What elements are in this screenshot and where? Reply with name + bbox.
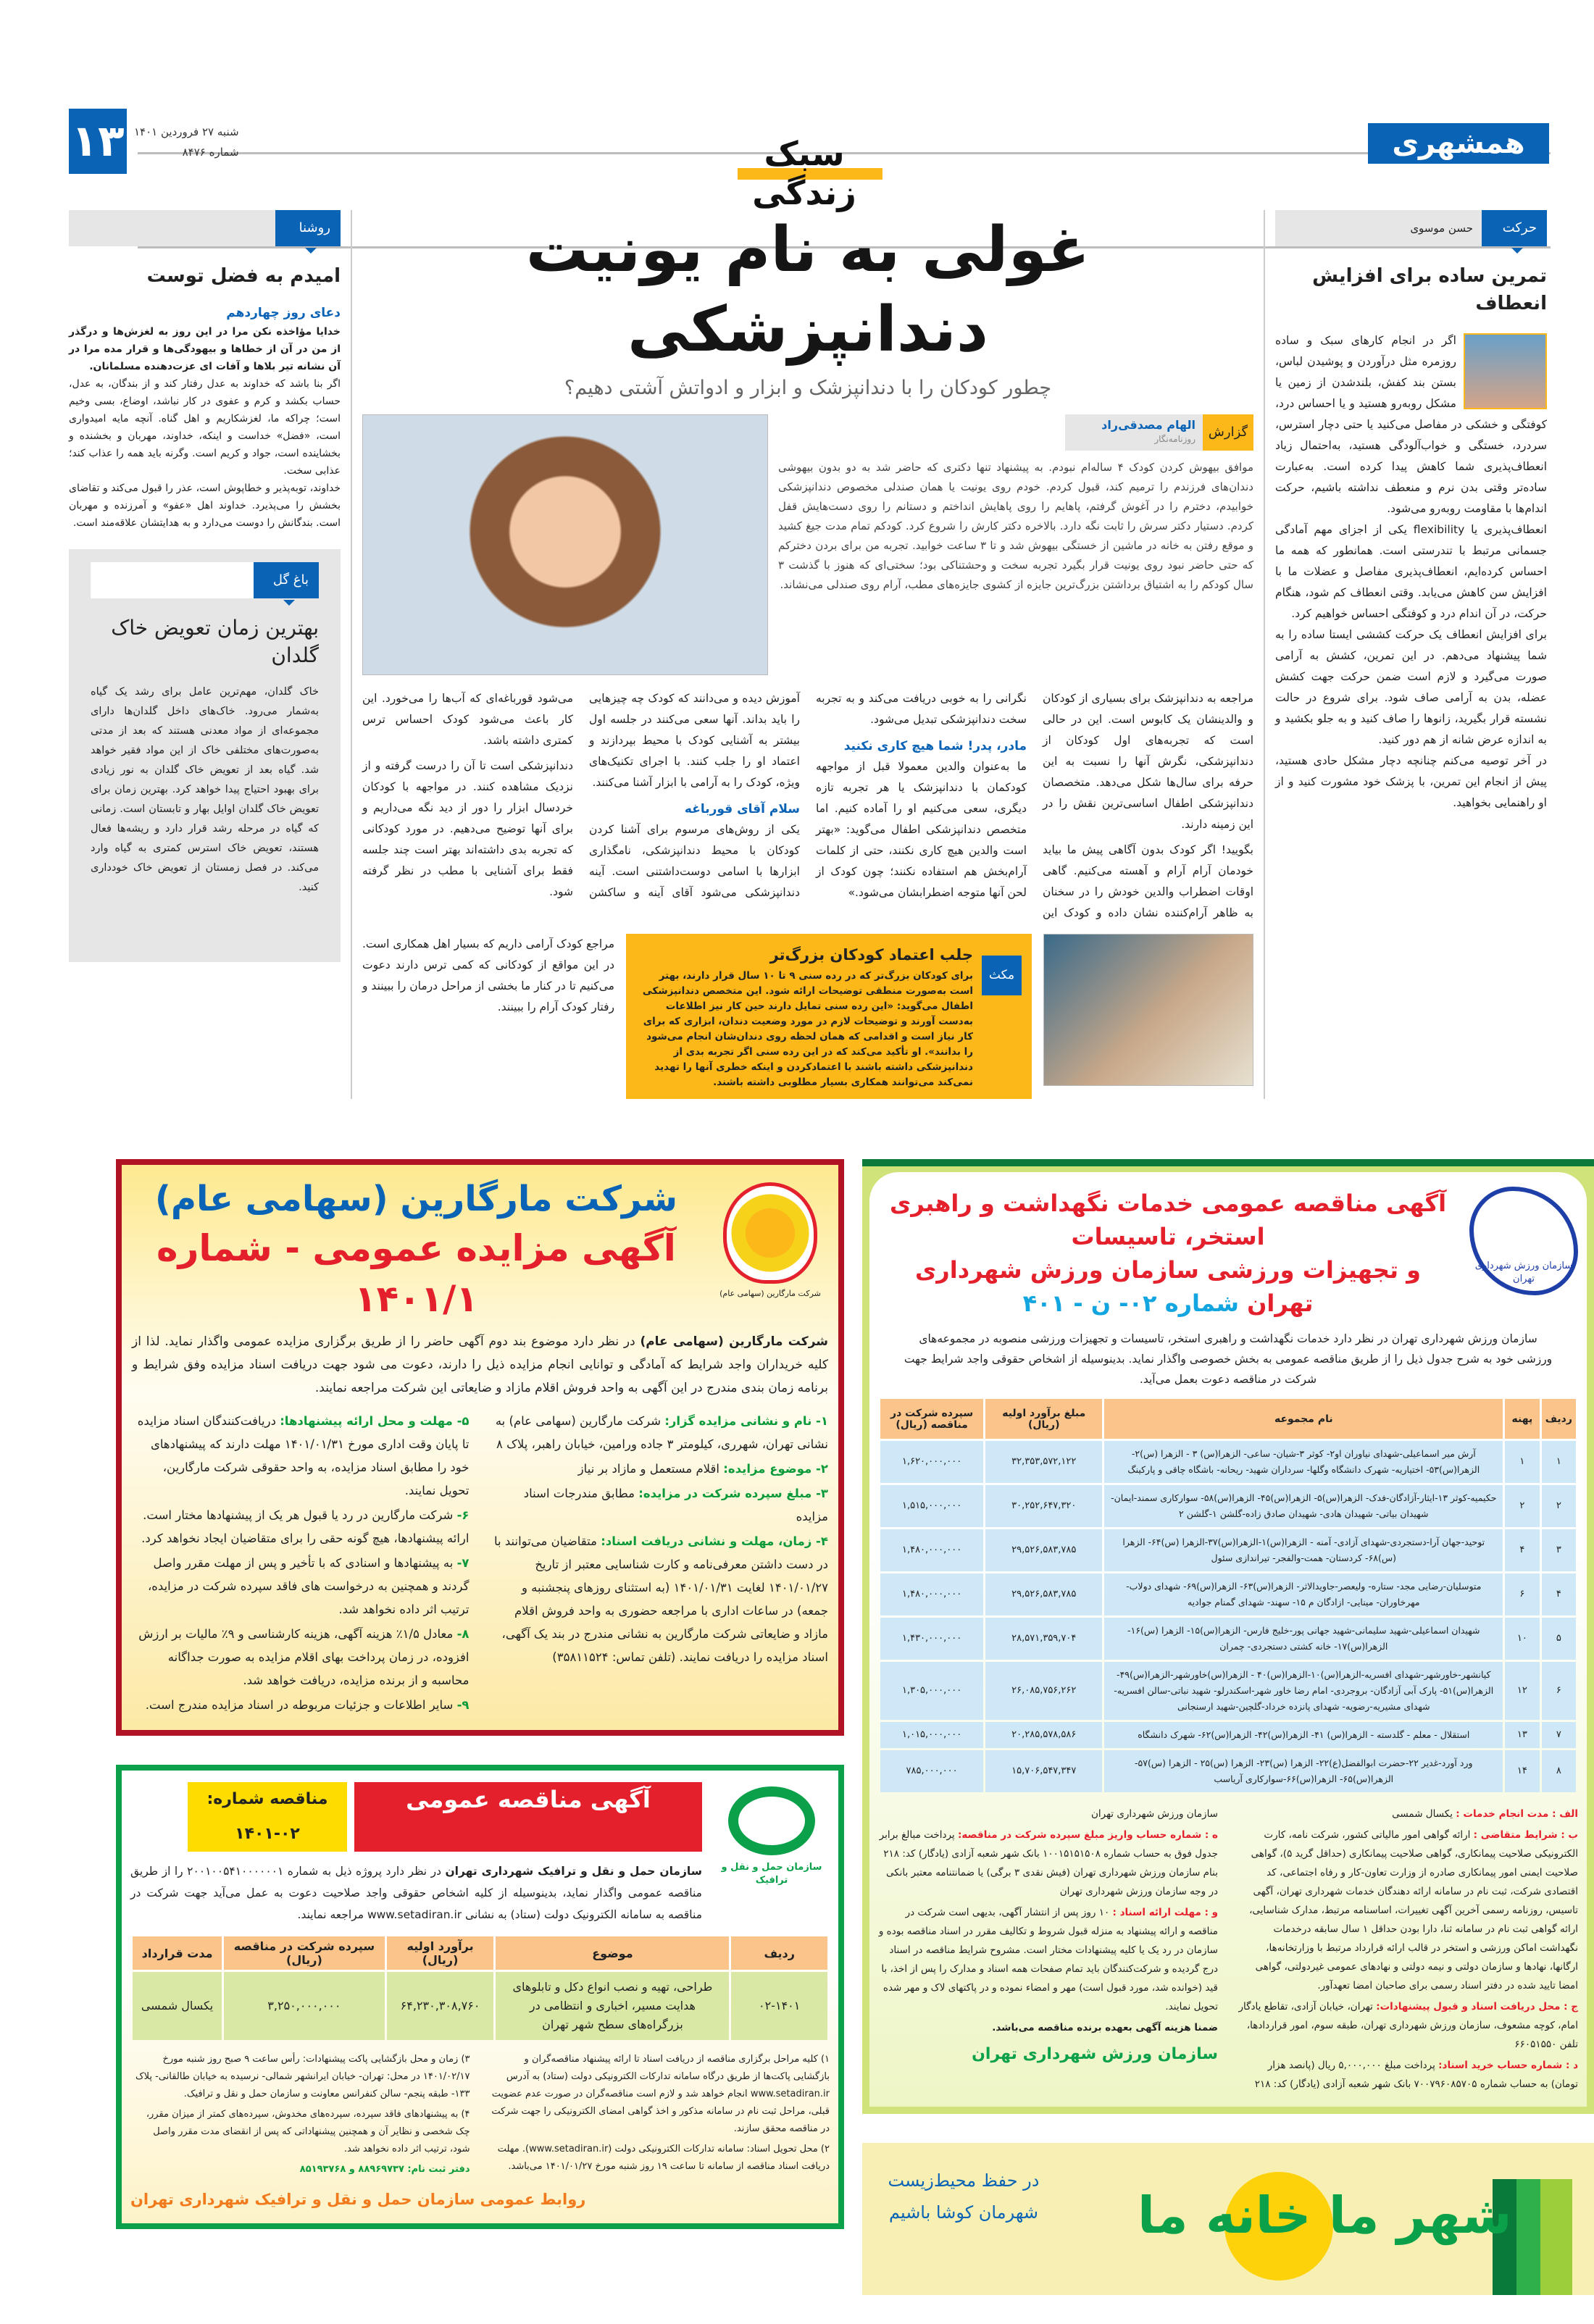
item-text: معادل ۱/۵٪ هزینه آگهی، هزینه کارشناسی و ۹٪ مالیات بر ارزش افزوده، در زمان پرداخت بهای اقلام مزایده به صورت جداگانه محاسبه و از برنده مزایده، دریافت خواهد شد. bbox=[138, 1627, 470, 1687]
tender-table bbox=[878, 1397, 1578, 1794]
item-label: ۷- bbox=[456, 1556, 470, 1570]
garden-headline: بهترین زمان تعویض خاک گلدان bbox=[111, 616, 319, 667]
ad-item bbox=[132, 1623, 470, 1692]
ad-title: آگهی مناقصه عمومی bbox=[354, 1782, 702, 1852]
ad-footer: روابط عمومی سازمان حمل و نقل و ترافیک شهرداری تهران bbox=[130, 2191, 586, 2208]
logo-block bbox=[712, 1175, 828, 1300]
intro-company: شرکت مارگارین (سهامی عام) bbox=[640, 1334, 828, 1349]
margarin-auction-ad bbox=[116, 1159, 844, 1736]
subheading: سلام آقای قورباغه bbox=[684, 802, 800, 816]
cell: ۱,۰۱۵,۰۰۰,۰۰۰ bbox=[880, 1722, 983, 1748]
cell: ۶ bbox=[1505, 1573, 1539, 1615]
sport-org-logo-icon bbox=[1469, 1187, 1578, 1295]
column-paragraph: برای افزایش انعطاف یک حرکت کششی ایستا ساده را به شما پیشنهاد می‌دهم. در این تمرین، کشش به آرامی صورت می‌گیرد و لازم است ضمن حرکت جهت کشش عضله، بدن به آرامی صاف شود. برای شروع در حالت نشسته قرار بگیرید، زانوها را صاف کنید و به جلو بکشید و به اندازه عرض شانه از هم دور کنید. bbox=[1275, 628, 1547, 746]
ads-right-stack bbox=[862, 1159, 1594, 2295]
cell: ۱۰ bbox=[1505, 1618, 1539, 1660]
table-row bbox=[133, 1972, 827, 2040]
column-author: حسن موسوی bbox=[1410, 222, 1473, 235]
column-paragraph: اگر در انجام کارهای سبک و ساده روزمره مثل درآوردن و پوشیدن لباس، بستن بند کفش، بلندشدن از زمین یا مشکل روبه‌رو هستید و یا احساس درد، کوفتگی و خشکی در مفاصل می‌کنید یا حتی دچار استرس، سردرد، خستگی و خواب‌آلودگی هستید، به‌احتمال زیاد انعطاف‌پذیری شما کاهش پیدا کرده است. به‌عبارت ساده‌تر وقتی بدن نرم و منعطف نداشته باشیم، حرکت اندام‌ها با مقاومت روبه‌رو می‌شود. bbox=[1275, 334, 1547, 515]
clause-label: ج : محل دریافت اسناد و قبول پیشنهادات: bbox=[1376, 2001, 1578, 2012]
ad-item bbox=[491, 1530, 829, 1669]
cell: شهیدان اسماعیلی-شهید سلیمانی-شهید جهانی پور-خلیج فارس- الزهرا(س)۱۵- الزهرا (س)۱۶- الزهرا(س)۱۷- خانه کشتی دستجردی- چمران bbox=[1104, 1618, 1503, 1660]
garden-text: خاک گلدان، مهم‌ترین عامل برای رشد یک گیاه به‌شمار می‌رود. خاک‌های داخل گلدان‌ها دارای مجموعه‌ای از مواد معدنی هستند که بعد از مدتی به‌صورت‌های مختلفی خاک از این مواد فقیر خواهد شد. گیاه بعد از تعویض خاک گلدان به نور زیادی برای بهبود احتیاج پیدا خواهد کرد. بهترین زمان برای تعویض خاک گلدان اوایل بهار و تابستان است. زمانی که گیاه در مرحله رشد قرار دارد و ریشه‌ها فعال هستند، تعویض خاک استرس کمتری به گیاه وارد می‌کند. در فصل زمستان از تعویض خاک خودداری کنید. bbox=[91, 686, 319, 893]
prayer-text: خدایا مؤاخذه نکن مرا در این روز به لغزش‌ها و درگذر از من در آن از خطاها و بیهودگی‌ها و قرار مده مرا در آن نشانه تیر بلاها و آفات ای عزت‌دهنده مسلمانان. bbox=[69, 326, 341, 372]
body-paragraph: بگویید! اگر کودک بدون آگاهی پیش ما بیاید خودمان آرام آرام و آهسته می‌کنیم. گاهی اوقات اضطراب والدین خودش را در سخنان به ظاهر آرام‌کننده نشان داده و کودک این نگرانی را به خوبی دریافت می‌کند و به تجربه سخت دندانپزشکی تبدیل می‌شود. bbox=[816, 692, 1253, 919]
garden-box bbox=[69, 549, 341, 962]
ad-header bbox=[130, 1782, 830, 1926]
cell: ۲۶,۰۸۵,۷۵۶,۲۶۲ bbox=[985, 1662, 1102, 1720]
main-headline: غولی به نام یونیت دندانپزشکی bbox=[525, 214, 1090, 366]
header-cell: پهنه bbox=[1505, 1399, 1539, 1439]
note: دفتر ثبت نام: ۸۸۹۶۹۷۳۷ و ۸۵۱۹۳۷۶۸ bbox=[299, 2164, 470, 2175]
table-row bbox=[880, 1750, 1576, 1792]
table-row bbox=[880, 1618, 1576, 1660]
title-line: و تجهیزات ورزشی سازمان ورزش شهرداری تهران bbox=[914, 1256, 1422, 1317]
cell: ۱ bbox=[1505, 1441, 1539, 1483]
header-cell: سپرده شرکت در مناقصه (ریال) bbox=[224, 1936, 385, 1970]
item-text: شرکت مارگارین (سهامی عام) به نشانی تهران، شهرری، کیلومتر ۳ جاده ورامین، خیابان راهبر، پلاک ۸ bbox=[495, 1414, 828, 1451]
logo-caption: شرکت مارگارین (سهامی عام) bbox=[719, 1289, 821, 1298]
column-paragraph: اگر بنا باشد که خداوند به عدل رفتار کند و از بندگان، به عدل، حساب بکشد و کرم و عفوی در کار نباشد، اوضاع، بسی وخیم است؛ چراکه ما، لغزشکاریم و اهل گناه. آنچه مایه امیدواری است، «فضل» خداست و اینکه، خداوند، مهربان و بخشنده و بخشاینده است، جواد و کریم است. وگرنه باید همه را عذاب کند؛ عذابی سخت. bbox=[69, 378, 341, 477]
item-text: متقاضیان می‌توانند با در دست داشتن معرفی‌نامه و کارت شناسایی معتبر از تاریخ ۱۴۰۱/۰۱/۲۷ لغایت ۱۴۰۱/۰۱/۳۱ (به استثنای روزهای پنجشنبه و جمعه) در ساعات اداری با مراجعه حضوری به واحد فروش اقلام مازاد و ضایعاتی شرکت مارگارین به نشانی مندرج در بند یک آگهی، اسناد مزایده را دریافت نمایند. (تلفن تماس: ۳۵۸۱۱۵۲۴) bbox=[493, 1534, 828, 1664]
cell: ۲ bbox=[1505, 1485, 1539, 1527]
clause-label: الف : مدت انجام خدمات : bbox=[1456, 1808, 1578, 1820]
item-text: سایر اطلاعات و جزئیات مربوطه در اسناد مزایده مندرج است. bbox=[145, 1698, 457, 1712]
clause-label: د : شماره حساب خرید اسناد: bbox=[1438, 2060, 1578, 2071]
cell: ۱,۴۸۰,۰۰۰,۰۰۰ bbox=[880, 1529, 983, 1571]
article-body bbox=[362, 688, 1253, 924]
cell: ۱ bbox=[1542, 1441, 1576, 1483]
column-paragraph: خداوند، توبه‌پذیر و خطاپوش است، عذر را قبول می‌کند و تقاضای بخشش را می‌پذیرد. خداوند اهل «عفو» و آمرزنده و مهربان است. بندگانش را دوست می‌دارد و به هدایتشان علاقه‌مند است. bbox=[69, 482, 341, 529]
table-header-row bbox=[133, 1936, 827, 1970]
clause bbox=[1238, 1997, 1578, 2054]
ad-inner bbox=[869, 1172, 1587, 2107]
issue-date: شنبه ۲۷ فروردین ۱۴۰۱ bbox=[134, 125, 239, 138]
column-paragraph: در آخر توصیه می‌کنم چنانچه دچار مشکل حادی هستید، پیش از انجام این تمرین، با پزشک خود مشورت کنید و از او راهنمایی بخواهید. bbox=[1275, 754, 1547, 809]
header-cell: مبلغ برآورد اولیه (ریال) bbox=[985, 1399, 1102, 1439]
ad-item bbox=[132, 1410, 470, 1502]
ad-signature: سازمان ورزش شهرداری تهران bbox=[972, 2045, 1218, 2063]
box-content bbox=[636, 944, 973, 1090]
body-paragraph: مراجعه به دندانپزشک برای بسیاری از کودکان و والدینشان یک کابوس است. این در حالی است که تجربه‌های اول کودکان از دندانپزشکی، نگرش آنها را نسبت به این حرفه برای سال‌ها شکل می‌دهد. متخصصان دندانپزشکی اطفال اساسی‌ترین نقش را در این زمینه دارند. bbox=[1043, 692, 1253, 831]
header-cell: سپرده شرکت در مناقصه (ریال) bbox=[880, 1399, 983, 1439]
cell: ۸ bbox=[1542, 1750, 1576, 1792]
logo-caption: سازمان حمل و نقل و ترافیک bbox=[721, 1862, 822, 1886]
main-subtitle: چطور کودکان را با دندانپزشک و ابزار و ادواتش آشتی دهیم؟ bbox=[564, 377, 1052, 399]
header-cell: ردیف bbox=[731, 1936, 827, 1970]
logo-caption: سازمان ورزش شهرداری تهران bbox=[1474, 1261, 1573, 1284]
transport-tender-ad bbox=[116, 1765, 844, 2229]
clause bbox=[878, 1903, 1218, 2016]
environment-banner bbox=[862, 2143, 1594, 2295]
clause bbox=[1238, 1826, 1578, 1995]
column-headline: امیدم به فضل توست bbox=[146, 265, 341, 287]
item-label: ۲- موضوع مزایده: bbox=[723, 1462, 828, 1476]
ads-left-stack bbox=[116, 1159, 844, 2229]
dateline bbox=[134, 122, 239, 162]
cell: ۲ bbox=[1542, 1485, 1576, 1527]
item-label: ۸- bbox=[456, 1627, 470, 1641]
ad-title bbox=[878, 1187, 1458, 1320]
box-title: جلب اعتماد کودکان بزرگ‌تر bbox=[769, 946, 973, 964]
transport-logo-icon bbox=[728, 1786, 815, 1855]
tender-number: شماره ۰۲- ن - ۴۰۱ bbox=[1022, 1290, 1239, 1317]
cell: ۱۳ bbox=[1505, 1722, 1539, 1748]
cell: ۶۴,۲۳۰,۳۰۸,۷۶۰ bbox=[387, 1972, 494, 2040]
item-text: به پیشنهادها و اسنادی که با تأخیر و پس از مهلت مقرر واصل گردند و همچنین به درخواست های فاقد سپرده شرکت در مزایده، ترتیب اثر داده نخواهد شد. bbox=[147, 1556, 470, 1616]
exercise-column bbox=[1275, 210, 1547, 814]
item-text: اقلام مستعمل و مازاد بر نیاز bbox=[577, 1462, 724, 1476]
cell: ۱,۵۱۵,۰۰۰,۰۰۰ bbox=[880, 1485, 983, 1527]
cell: حکیمیه-کوثر ۱۳-ایثار-آزادگان-فدک- الزهرا(س)۵- الزهرا(س)۴۵- الزهرا(س)۵۸- سوارکاری سمند-ایمان- شهیدان بیاتی- شهیدان هادی- شهیدان صادق زاده-گلشن ۱-گلشن ۲ bbox=[1104, 1485, 1503, 1527]
ad-item bbox=[491, 1410, 829, 1456]
item-label: ۵- مهلت و محل ارائه پیشنهادها: bbox=[280, 1414, 470, 1428]
cell: ۳۰,۲۵۲,۶۴۷,۳۲۰ bbox=[985, 1485, 1102, 1527]
cell: طراحی، تهیه و نصب انواع دکل و تابلوهای هدایت مسیر، اخباری و انتظامی در بزرگراه‌های سطح شهر تهران bbox=[496, 1972, 729, 2040]
cell: ۳,۲۵۰,۰۰۰,۰۰۰ bbox=[224, 1972, 385, 2040]
header-cell: ردیف bbox=[1542, 1399, 1576, 1439]
clause-label: ب : شرایط متقاضی : bbox=[1473, 1829, 1578, 1841]
clause-label: و : مهلت ارائه اسناد : bbox=[1112, 1907, 1218, 1918]
item-text: مطابق مندرجات اسناد مزایده bbox=[523, 1487, 828, 1523]
column-tag: روشنا bbox=[275, 210, 341, 246]
garden-tagbar bbox=[91, 562, 319, 598]
box-text: برای کودکان بزرگ‌تر که در رده سنی ۹ تا ۱۰ سال قرار دارند، بهتر است به‌صورت منطقی توضیحات ارائه شود. این متخصص دندانپزشکی اطفال می‌گوید: «این رده سنی تمایل دارند حین کار نیز اطلاعات به‌دست آورند و توضیحات لازم در مورد وضعیت دندان، ابزاری که برای کار نیاز است و اقدامی که همان لحظه روی دندان‌شان انجام می‌شود را بدانند». او تأکید می‌کند که در این رده سنی اگر تجربه بدی از دندانپزشکی داشته باشند با اعتمادکردن و اینکه خطری آنها را تهدید نمی‌کند می‌توانند همکاری بسیار مطلوبی داشته باشند. bbox=[642, 970, 973, 1088]
ad-item bbox=[491, 1482, 829, 1529]
intro-text: در نظر دارد موضوع بند دوم آگهی حاضر را از طریق برگزاری مزایده عمومی واگذار نماید. لذا از کلیه خریداران واجد شرایط که آمادگی و توانایی انجام مزایده ذیل را دارند، دعوت می شود جهت دریافت اسناد مزایده وفق شرایط و برنامه زمان بندی مندرج در این آگهی به واحد فروش اقلام مازاد و ضایعاتی این شرکت مراجعه نمایند. bbox=[132, 1334, 828, 1395]
issue-number: شماره ۸۴۷۶ bbox=[182, 146, 239, 159]
cell: ۱,۴۸۰,۰۰۰,۰۰۰ bbox=[880, 1573, 983, 1615]
author-name: الهام مصدقی‌راد bbox=[1101, 418, 1196, 432]
cell: ۴ bbox=[1505, 1529, 1539, 1571]
column-tag: حرکت bbox=[1482, 210, 1547, 246]
sidebar-box bbox=[626, 934, 1032, 1099]
prayer-title: دعای روز چهاردهم bbox=[226, 306, 341, 320]
body-paragraph: مراجع کودک آرامی داریم که بسیار اهل همکاری است. در این مواقع از کودکانی که کمی ترس دارند دعوت می‌کنیم تا در کنار ما بخشی از مراحل درمان را ببینند و رفتار کودک آرام را ببینند. bbox=[362, 937, 614, 1013]
ad-head-text bbox=[130, 1782, 702, 1926]
clause-text: پرداخت مبالغ برابر جدول فوق به حساب شماره ۱۰۰۱۵۱۵۱۵۰۸ بانک شهر شعبه آزادی (یادگار) کد: ۲۱۸ بنام سازمان ورزش شهرداری تهران (فیش نقدی ۳ برگی) یا ضمانتنامه معتبر بانکی در وجه سازمان ورزش شهرداری تهران bbox=[879, 1829, 1218, 1897]
table-row bbox=[880, 1441, 1576, 1483]
body-paragraph: دندانپزشکی است تا آن را درست گرفته و از نزدیک مشاهده کنند. در مواجهه با کودکان خردسال ابزار را دور از دید نگه می‌داریم و برای آنها توضیح می‌دهیم. در مورد کودکانی که تجربه بدی داشته‌اند بهتر است چند جلسه فقط برای آشنایی با مطب در نظر گرفته شود. bbox=[362, 759, 573, 898]
ads-section bbox=[116, 1159, 1594, 2295]
prayer-column bbox=[69, 210, 341, 962]
table-row bbox=[880, 1485, 1576, 1527]
note: ۴) به پیشنهادهای فاقد سپرده، سپرده‌های مخدوش، سپرده‌های کمتر از میزان مقرر، چک شخصی و نظایر آن و همچنین پیشنهاداتی که پس از انقضای مدت مقرر واصل شود، ترتیب اثر داده نخواهد شد. bbox=[146, 2109, 470, 2154]
cell: ۲۸,۵۷۱,۳۵۹,۷۰۴ bbox=[985, 1618, 1102, 1660]
garden-tag: باغ گل bbox=[254, 562, 319, 598]
ad-items bbox=[132, 1410, 828, 1717]
page-number: ۱۳ bbox=[69, 109, 127, 174]
ad-intro bbox=[130, 1860, 702, 1926]
ad-titles bbox=[132, 1175, 701, 1324]
cell: ۷ bbox=[1542, 1722, 1576, 1748]
clause-text: پرداخت مبلغ ۵,۰۰۰,۰۰۰ ریال (پانصد هزار تومان) به حساب شماره ۷۰۰۷۹۶۰۸۵۷۰۵ بانک شهر شعبه آزادی (یادگار) کد: ۲۱۸ سازمان ورزش شهرداری تهران bbox=[1090, 1808, 1578, 2090]
newspaper-logo: همشهری bbox=[1368, 123, 1549, 164]
clause-text: ضمنا هزینه آگهی بعهده برنده مناقصه می‌باشد. bbox=[992, 2022, 1218, 2034]
intro-text: در نظر دارد پروژه ذیل به شماره ۲۰۰۱۰۰۵۴۱۰۰۰۰۰۰۱ را از طریق مناقصه عمومی واگذار نماید، بدینوسیله از کلیه اشخاص حقوقی واجد صلاحیت دعوت به عمل می‌آید جهت شرکت در مناقصه به سامانه الکترونیک دولت (ستاد) به نشانی www.setadiran.ir مراجعه نمایند. bbox=[130, 1865, 702, 1921]
cell: ۳۲,۳۵۳,۵۷۲,۱۲۲ bbox=[985, 1441, 1102, 1483]
item-label: ۴- زمان، مهلت و نشانی دریافت اسناد: bbox=[601, 1534, 828, 1548]
table-header-row bbox=[880, 1399, 1576, 1439]
ad-item bbox=[491, 1458, 829, 1481]
table-row bbox=[880, 1722, 1576, 1748]
item-label: ۱- نام و نشانی مزایده گزار: bbox=[664, 1414, 828, 1428]
clause-text: ارائه گواهی امور مالیاتی کشور، شرکت نامه، کارت الکترونیکی صلاحیت پیمانکاری، گواهی صلاحیت پیمانکاری (حداقل گرید ۵)، گواهی صلاحیت ایمنی امور پیمانکاری صادره از وزارت تعاون-کار و رفاه اجتماعی، کد اقتصادی شرکت، ثبت نام در سامانه ارائه دهندگان خدمات شهرداری تهران، آگهی تاسیس، روزنامه رسمی آخرین آگهی تغییرات، اساسنامه مرتبط، مدارک شناسایی، ارائه گواهی ثبت نام در سامانه ثنا، دارا بودن حداقل ۱ سال سابقه درخدمات نگهداشت اماکن ورزشی و استخر در قالب ارائه قرارداد مرتبط با وزارتخانه‌ها، ارگانها، نهادها و سازمان دولتی و نیمه دولتی و نهادهای عمومی غیردولتی، گواهی امضا تایید شده در دفتر اسناد رسمی برای صاحبان امضا تعهدآور. bbox=[1249, 1829, 1578, 1991]
ad-intro bbox=[132, 1330, 828, 1400]
ad-notes bbox=[130, 2051, 830, 2180]
cell: کیانشهر-خاورشهر-شهدای افسریه-الزهرا(س)۱۰-الزهرا(س)۴۰ - الزهرا(س)خاورشهر-الزهرا(س)۴۹-الزهرا(س)۵۱- پارک آبی آزادگان- بروجردی- امام رضا خاور شهر-اسکندرلو- شهید نباتی-سالن افسریه-شهدای مشیریه-رضویه- شهدای پانزده خرداد-گلچین-شهید ارسنجانی bbox=[1104, 1662, 1503, 1720]
body-paragraph: آموزش دیده و می‌دانند که کودک چه چیزهایی را باید بداند. آنها سعی می‌کنند در جلسه اول بیشتر به آشنایی کودک با محیط بپردازند و اعتماد او را جلب کنند. با اجرای تکنیک‌های ویژه، کودک را به آرامی با ابزار آشنا می‌کنند. bbox=[589, 692, 800, 789]
box-label: مکث bbox=[982, 956, 1022, 995]
ad-item bbox=[132, 1504, 470, 1550]
cell: یکسال شمسی bbox=[133, 1972, 222, 2040]
body-paragraph: ما به‌عنوان والدین معمولا قبل از مواجهه کودکمان با دندانپزشک یا هر تجربه تازه دیگری، سعی می‌کنیم او را آماده کنیم. اما متخصص دندانپزشکی اطفال می‌گوید: «بهتر است والدین هیچ کاری نکنند، حتی از کلمات آرام‌بخش هم استفاده نکنند؛ چون کودک از لحن آنها متوجه اضطرابشان می‌شود.» bbox=[816, 760, 1027, 899]
cell: ۷۸۵,۰۰۰,۰۰۰ bbox=[880, 1750, 983, 1792]
column-paragraph: انعطاف‌پذیری یا flexibility یکی از اجزای مهم آمادگی جسمانی مرتبط با تندرستی است. همانطور که همه ما احساس کرده‌ایم، انعطاف‌پذیری مفاصل و عضلات ما با افزایش سن کاهش می‌یابد. وقتی انعطاف کم شود، هنگام حرکت، در آن اندام درد و کوفتگی احساس خواهیم کرد. bbox=[1275, 523, 1547, 620]
ad-title: آگهی مزایده عمومی - شماره ۱۴۰۱/۱ bbox=[157, 1227, 676, 1320]
header-cell: مدت قرارداد bbox=[133, 1936, 222, 1970]
note: ۱) کلیه مراحل برگزاری مناقصه از دریافت اسناد تا ارائه پیشنهاد مناقصه‌گران و بازگشایی پاکت‌ها از طریق درگاه سامانه تدارکات الکترونیکی دولت (ستاد) به آدرس www.setadiran.ir انجام خواهد شد و لازم است مناقصه‌گران در صورت عدم عضویت قبلی، مراحل ثبت نام در سامانه مذکور و اخذ گواهی امضای الکترونیکی را جهت شرکت در مناقصه محقق سازند. bbox=[491, 2054, 830, 2134]
clause bbox=[1238, 1805, 1578, 1823]
header-cell: برآورد اولیه (ریال) bbox=[387, 1936, 494, 1970]
author-photo bbox=[1464, 333, 1547, 409]
author-role: روزنامه‌نگار bbox=[1154, 434, 1196, 444]
banner-slogan: در حفظ محیط‌زیست شهرمان کوشا باشیم bbox=[888, 2170, 1040, 2223]
tender-number: مناقصه شماره: ۰۲-۱۴۰۱ bbox=[188, 1782, 347, 1852]
clause-text: ۱۰ روز پس از انتشار آگهی، بدیهی است شرکت در مناقصه و ارائه پیشنهاد به منزله قبول شروط و تکالیف مقرر در اسناد مناقصه بوده و سازمان در رد یک یا کلیه پیشنهادات مختار است. مشروح شرایط مناقصه در اسناد درج گردیده و شرکت‌کنندگان باید تمام صفحات همه اسناد و مدارک را پس از اخذ، با قید (خوانده شد، مورد قبول است) مهر و امضاء نموده و در پاکتهای لاک و مهر شده تحویل نمایند. bbox=[878, 1907, 1218, 2012]
table-row bbox=[880, 1529, 1576, 1571]
cell: ۱,۳۰۵,۰۰۰,۰۰۰ bbox=[880, 1662, 983, 1720]
ad-header bbox=[878, 1187, 1578, 1320]
header-cell: نام مجموعه bbox=[1104, 1399, 1503, 1439]
cell: توحید-جهان آرا-دستجردی-شهدای آزادی- آمنه - الزهرا(س)۱-الزهرا(س)۳۷-الزهرا (س)۶۴- الزهرا (س)۶۸- کردستان- همت-والفجر- تیراندازی سئول bbox=[1104, 1529, 1503, 1571]
page-content bbox=[69, 210, 1547, 1099]
ad-intro: سازمان ورزش شهرداری تهران در نظر دارد خدمات نگهداشت و راهبری استخر، تاسیسات و تجهیزات ورزشی منصوبه در مجموعه‌های ورزشی خود به شرح جدول ذیل را از طریق مناقصه عمومی به بخش خصوصی واگذار نماید. بدینوسیله از اشخاص حقوقی واجد شرایط جهت شرکت در مناقصه دعوت بعمل می‌آید. bbox=[904, 1332, 1553, 1386]
cell: ۲۹,۵۲۶,۵۸۳,۷۸۵ bbox=[985, 1529, 1102, 1571]
intro-text: موافق بیهوش کردن کودک ۴ ساله‌ام نبودم. به پیشنهاد تنها دکتری که حاضر شد به دو بدون بیهوشی دندان‌های فرزندم را ترمیم کند، قبول کردم. خودم روی یونیت یا همان صندلی مخصوص دندانپزشکی خوابیدم، دخترم را در آغوش گرفتم، پاهایم را روی پاهایش انداختم و دستانم را روی دست‌هایش قفل کردم. دستیار دکتر سرش را ثابت نگه دارد. بالاخره دکتر کارش را شروع کرد. کودکم تمام مدت جیغ کشید و موقع رفتن به خانه در ماشین از خستگی بیهوش شد و تا ۳ ساعت خوابید. تجربه من برای بردن دخترکم که حتی حاضر نبود روی یونیت قرار بگیرد تجربه سخت و وحشتناکی بود؛ سختی‌ای که هنوز با گذشت ۳ سال کودکم را به اشتیاق برداشتن بزرگ‌ترین جایزه از کشوی جایزه‌های مطب، آرام روی صندلی می‌نشاند. bbox=[778, 461, 1254, 591]
cell: ۶ bbox=[1542, 1662, 1576, 1720]
byline bbox=[1065, 414, 1253, 451]
ad-item bbox=[132, 1552, 470, 1621]
cell: آرش میر اسماعیلی-شهدای نیاوران او۲- کوثر ۳-شیان- ساعی- الزهرا(س) ۳ - الزهرا (س)۲- الزهرا(س)۵۳- اختیاریه- شهرک دانشگاه وگلها- سرداران شهید- ریحانه- باشگاه چاقی و پارکینگ bbox=[1104, 1441, 1503, 1483]
cell: ۲۹,۵۲۶,۵۸۳,۷۸۵ bbox=[985, 1573, 1102, 1615]
sport-tender-ad bbox=[862, 1159, 1594, 2114]
cell: ۳ bbox=[1542, 1529, 1576, 1571]
margarin-logo-icon bbox=[723, 1182, 817, 1284]
byline-info bbox=[1094, 414, 1203, 451]
logo-block bbox=[714, 1782, 830, 1887]
header-cell: موضوع bbox=[496, 1936, 729, 1970]
main-article bbox=[351, 210, 1265, 1099]
banner-title: شهر ما خانه ما bbox=[1138, 2186, 1512, 2245]
cell: ۴ bbox=[1542, 1573, 1576, 1615]
clause-text: یکسال شمسی bbox=[1392, 1808, 1456, 1820]
subheading: مادر، پدر! شما هیچ کاری نکنید bbox=[843, 739, 1027, 753]
ad-header bbox=[132, 1175, 828, 1324]
table-row bbox=[880, 1573, 1576, 1615]
photo-child-dental-chair bbox=[1043, 934, 1253, 1086]
body-paragraph: یکی از روش‌های مرسوم برای آشنا کردن کودکان با محیط دندانپزشکی، نامگذاری ابزارها با اسامی دوست‌داشتنی است. آینه دندانپزشکی می‌شود آقای آینه و ساکشن می‌شود قورباغه‌ای که آب‌ها را می‌خورد. این کار باعث می‌شود کودک احساس ترس کمتری داشته باشد. bbox=[362, 692, 800, 899]
column-headline: تمرین ساده برای افزایش انعطاف bbox=[1312, 265, 1547, 314]
cell: ۱۴ bbox=[1505, 1750, 1539, 1792]
table-row bbox=[880, 1662, 1576, 1720]
cell: استقلال - معلم - گلدسته - الزهرا(س) ۴۱- الزهرا(س)۴۲- الزهرا(س)۶۲- شهرک دانشگاه bbox=[1104, 1722, 1503, 1748]
item-label: ۳- مبلغ سپرده شرکت در مزایده: bbox=[638, 1487, 828, 1500]
ad-item bbox=[132, 1694, 470, 1717]
clause bbox=[878, 2018, 1218, 2037]
section-title: سبک زندگی bbox=[752, 134, 856, 212]
cell: متوسلیان-رضایی مجد- ستاره- ولیعصر-جاویدالاثر- الزهرا(س)۶۳- الزهرا(س)۶۹- شهدای دولاب- مهرخاوران- مینایی- ازادگان م ۱۵- سهند- شهدای گمنام جوادیه bbox=[1104, 1573, 1503, 1615]
item-label: ۶- bbox=[456, 1508, 470, 1522]
article-body bbox=[362, 934, 614, 1018]
cell: ۱,۶۲۰,۰۰۰,۰۰۰ bbox=[880, 1441, 983, 1483]
photo-child-at-dentist bbox=[362, 414, 768, 675]
cell: ۱۵,۷۰۶,۵۴۷,۳۴۷ bbox=[985, 1750, 1102, 1792]
cell: ۱,۴۳۰,۰۰۰,۰۰۰ bbox=[880, 1618, 983, 1660]
item-text: دریافت‌کنندگان اسناد مزایده تا پایان وقت اداری مورخ ۱۴۰۱/۰۱/۳۱ مهلت دارند که پیشنهادهای خود را مطابق اسناد مزایده، به واحد حقوقی شرکت مارگارین، تحویل نمایند. bbox=[137, 1414, 470, 1497]
ad-company: شرکت مارگارین (سهامی عام) bbox=[154, 1179, 678, 1219]
title-line: آگهی مناقصه عمومی خدمات نگهداشت و راهبری استخر، تاسیسات bbox=[889, 1190, 1447, 1250]
cell: ۵ bbox=[1542, 1618, 1576, 1660]
tender-table bbox=[130, 1934, 830, 2042]
article-intro bbox=[778, 414, 1253, 595]
ad-titles bbox=[130, 1782, 702, 1852]
ad-clauses bbox=[878, 1805, 1578, 2094]
article-bottom-row bbox=[362, 934, 1253, 1099]
note: ۲) محل تحویل اسناد: سامانه تدارکات الکترونیکی دولت (www.setadiran.ir). مهلت دریافت اسناد مناقصه از سامانه تا ساعت ۱۹ روز شنبه مورخ ۱۴۰۱/۰۱/۲۷ می‌باشد. bbox=[497, 2144, 830, 2172]
cell: ۲۰,۲۸۵,۵۷۸,۵۸۶ bbox=[985, 1722, 1102, 1748]
column-tagbar bbox=[1275, 210, 1547, 246]
intro-org: سازمان حمل و نقل و ترافیک شهرداری تهران bbox=[445, 1865, 702, 1878]
item-label: ۹- bbox=[456, 1698, 470, 1712]
clause bbox=[878, 1826, 1218, 1901]
clause-label: ه : شماره حساب واریز مبلغ سپرده شرکت در مناقصه: bbox=[957, 1829, 1218, 1841]
cell: ۰۲-۱۴۰۱ bbox=[731, 1972, 827, 2040]
cell: ۱۲ bbox=[1505, 1662, 1539, 1720]
clause-text: تهران، خیابان آزادی، تقاطع یادگار امام، کوچه مشعوف، سازمان ورزش شهرداری تهران، طبقه سوم، امور قراردادها، تلفن ۶۶۰۵۱۵۵۰ bbox=[1238, 2001, 1578, 2050]
note: ۳) زمان و محل بازگشایی پاکت پیشنهادات: رأس ساعت ۹ صبح روز شنبه مورخ ۱۴۰۱/۰۲/۱۷ در محل: تهران- خیابان ایرانشهر شمالی- نرسیده به خیابان طالقانی- پلاک ۱۳۳- طبقه پنجم- سالن کنفرانس معاونت و سازمان حمل و نقل و ترافیک. bbox=[135, 2054, 470, 2099]
cell: ورد آورد-غدیر ۲۲-حضرت ابوالفضل(ع)۲۲- الزهرا (س)۲۳- الزهرا (س)۲۵ - الزهرا (س)۵۷- الزهرا(س)۶۵- الزهرا(س)۶۶-سوارکاری آریاسب bbox=[1104, 1750, 1503, 1792]
item-text: شرکت مارگارین در رد یا قبول هر یک از پیشنهادها مختار است. ارائه پیشنهادها، هیچ گونه حقی را برای متقاضیان ایجاد نخواهد کرد. bbox=[141, 1508, 470, 1545]
column-tagbar bbox=[69, 210, 341, 246]
article-kind: گزارش bbox=[1203, 414, 1253, 451]
article-top-row bbox=[362, 414, 1253, 675]
